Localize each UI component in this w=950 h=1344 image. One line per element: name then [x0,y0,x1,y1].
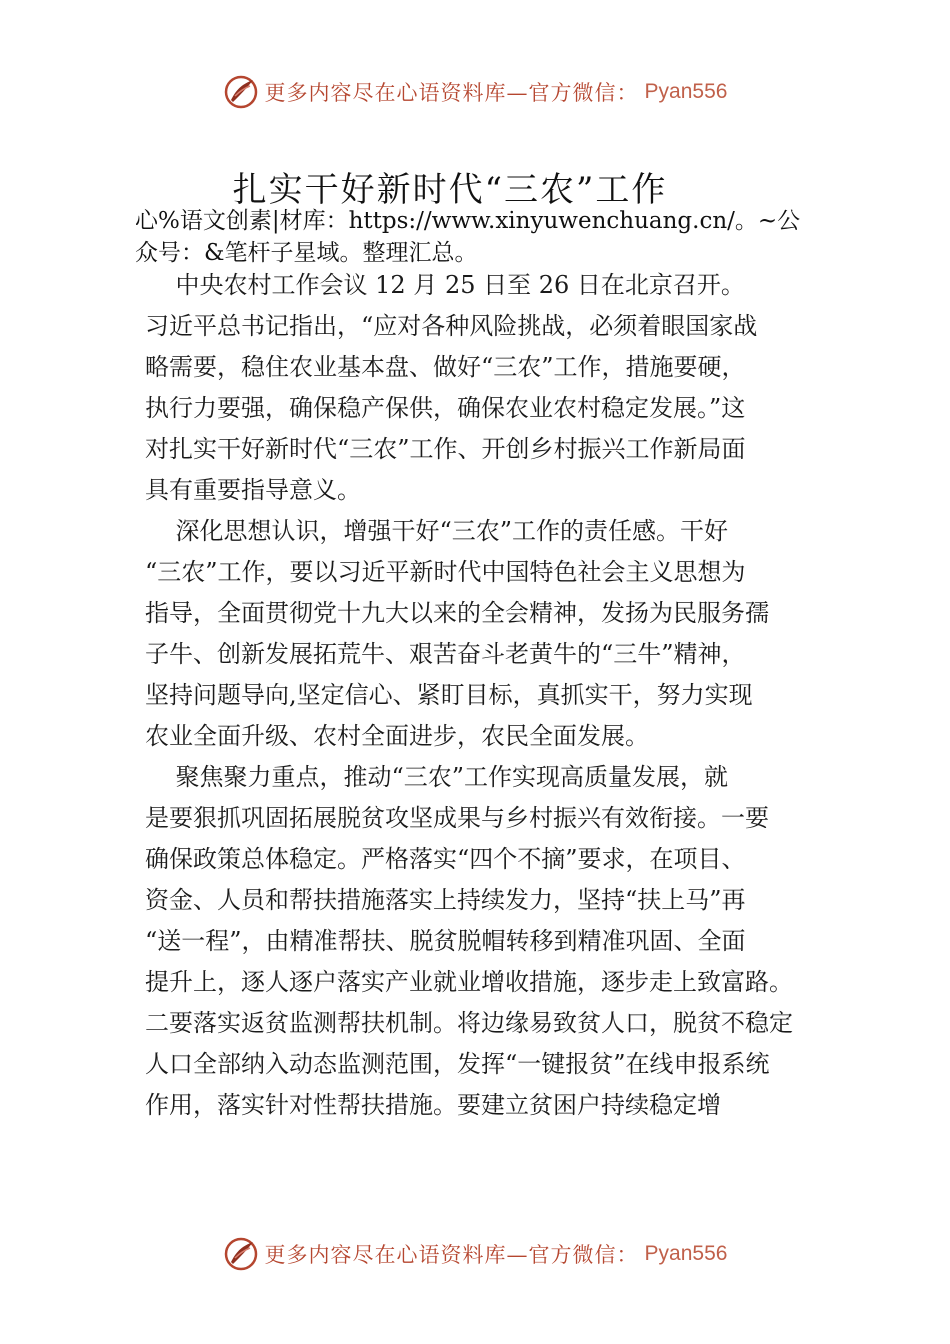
body-line: 习近平总书记指出，“应对各种风险挑战，必须着眼国家战 [145,312,758,340]
source-info [135,205,815,269]
body-line: 略需要，稳住农业基本盘、做好“三农”工作，措施要硬， [145,353,746,381]
body-line: 执行力要强，确保稳产保供，确保农业农村稳定发展。”这 [145,394,746,422]
body-line: 人口全部纳入动态监测范围，发挥“一键报贫”在线申报系统 [145,1050,770,1078]
page-title: 扎实干好新时代“三农”工作 [232,170,668,210]
body-line: 聚焦聚力重点，推动“三农”工作实现高质量发展，就 [145,763,729,791]
body-line: 是要狠抓巩固拓展脱贫攻坚成果与乡村振兴有效衔接。一要 [145,804,769,832]
header-banner [0,70,950,114]
banner-wechat-id: Pyan556 [644,1242,728,1265]
ink-brush-logo-icon [223,1236,259,1272]
body-line: 指导，全面贯彻党十九大以来的全会精神，发扬为民服务孺 [145,599,769,627]
body-line: 确保政策总体稳定。严格落实“四个不摘”要求，在项目、 [145,845,746,873]
banner-text: 更多内容尽在心语资料库—官方微信： [264,81,639,105]
body-line: “送一程”，由精准帮扶、脱贫脱帽转移到精准巩固、全面 [145,927,746,955]
ink-brush-logo-icon [223,74,259,110]
body-line: 农业全面升级、农村全面进步，农民全面发展。 [145,722,649,750]
body-line: “三农”工作，要以习近平新时代中国特色社会主义思想为 [145,558,746,586]
body-line: 子牛、创新发展拓荒牛、艰苦奋斗老黄牛的“三牛”精神， [145,640,746,668]
footer-banner [0,1232,950,1276]
source-line: 众号：&笔杆子星域。整理汇总。 [135,240,478,266]
body-line: 提升上，逐人逐户落实产业就业增收措施，逐步走上致富路。 [145,968,793,996]
body-line: 二要落实返贫监测帮扶机制。将边缘易致贫人口，脱贫不稳定 [145,1009,793,1037]
body-line: 中央农村工作会议 12 月 25 日至 26 日在北京召开。 [145,271,745,299]
body-line: 作用，落实针对性帮扶措施。要建立贫困户持续稳定增 [145,1091,721,1119]
body-line: 深化思想认识，增强干好“三农”工作的责任感。干好 [145,517,729,545]
article-body [145,265,815,1126]
body-line: 坚持问题导向,坚定信心、紧盯目标，真抓实干，努力实现 [145,681,753,709]
body-line: 具有重要指导意义。 [145,476,361,504]
banner-text: 更多内容尽在心语资料库—官方微信： [264,1243,639,1267]
body-line: 资金、人员和帮扶措施落实上持续发力，坚持“扶上马”再 [145,886,746,914]
source-line: 心%语文创素|材库：https://www.xinyuwenchuang.cn/。~公 [135,208,801,234]
body-line: 对扎实干好新时代“三农”工作、开创乡村振兴工作新局面 [145,435,746,463]
banner-wechat-id: Pyan556 [644,80,728,103]
